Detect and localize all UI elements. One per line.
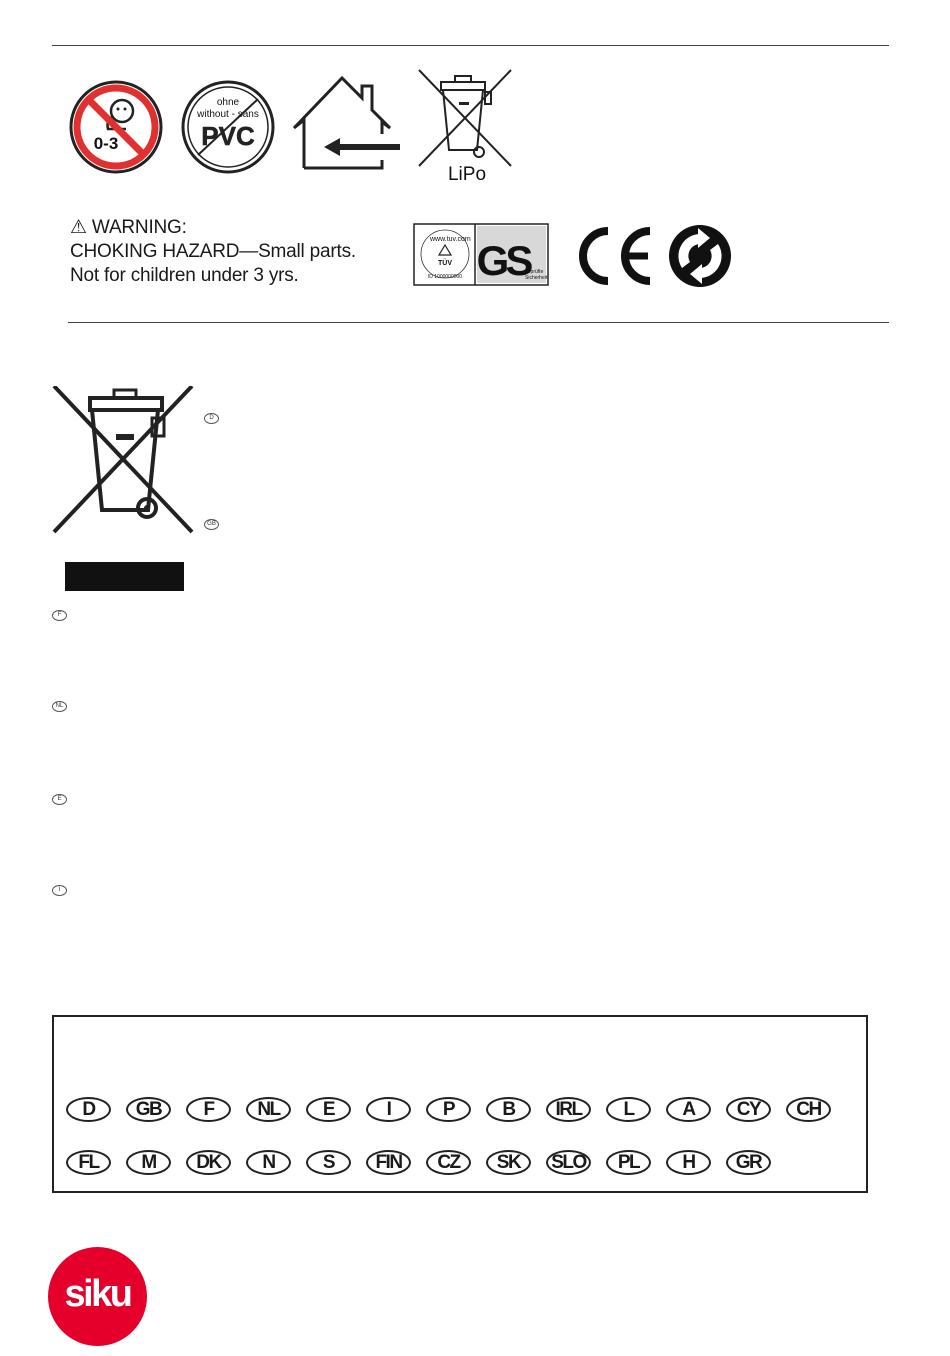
lang-marker-gb: GB — [204, 519, 219, 530]
country-badge: PL — [606, 1150, 651, 1175]
country-badge: M — [126, 1150, 171, 1175]
indoor-use-house-icon — [290, 74, 400, 174]
country-code-box — [52, 1015, 868, 1193]
lang-marker-e: E — [52, 794, 67, 805]
pvc-label: PVC — [201, 121, 255, 151]
lang-marker-f: F — [52, 610, 67, 621]
top-divider — [52, 45, 889, 46]
crossed-bin-lipo-icon — [415, 68, 515, 184]
tuv-id: ID 1000000000 — [427, 274, 463, 280]
ce-mark-icon — [570, 225, 655, 287]
country-badge: DK — [186, 1150, 231, 1175]
country-row-1 — [66, 1097, 831, 1122]
country-badge: GR — [726, 1150, 771, 1175]
country-badge: D — [66, 1097, 111, 1122]
lang-marker-i: I — [52, 885, 67, 896]
gs-sub1: geprüfte — [525, 269, 544, 275]
country-badge: I — [366, 1097, 411, 1122]
green-dot-recycling-icon — [668, 224, 732, 288]
country-badge: N — [246, 1150, 291, 1175]
country-badge: B — [486, 1097, 531, 1122]
country-badge: L — [606, 1097, 651, 1122]
country-badge: CZ — [426, 1150, 471, 1175]
gs-sub2: Sicherheit — [525, 275, 548, 281]
country-badge: CH — [786, 1097, 831, 1122]
country-row-2 — [66, 1150, 771, 1175]
crossed-wheelie-bin-icon — [52, 386, 194, 534]
pvc-without-sans: without - sans — [197, 109, 259, 120]
country-badge: S — [306, 1150, 351, 1175]
section-divider — [68, 322, 889, 323]
country-badge: IRL — [546, 1097, 591, 1122]
country-badge: FIN — [366, 1150, 411, 1175]
country-badge: GB — [126, 1097, 171, 1122]
country-badge: NL — [246, 1097, 291, 1122]
age-label: 0-3 — [93, 134, 119, 153]
warning-line-choking: CHOKING HAZARD—Small parts. — [70, 241, 356, 262]
tuv-gs-mark-icon — [413, 223, 549, 286]
tuv-ring-text: www.tuv.com — [430, 236, 471, 243]
siku-logo — [48, 1247, 147, 1346]
warning-heading: ⚠ WARNING: — [70, 217, 187, 238]
country-badge: SLO — [546, 1150, 591, 1175]
country-badge: A — [666, 1097, 711, 1122]
lang-marker-nl: NL — [52, 701, 67, 712]
warning-line-age: Not for children under 3 yrs. — [70, 265, 299, 286]
country-badge: H — [666, 1150, 711, 1175]
country-badge: E — [306, 1097, 351, 1122]
country-badge: F — [186, 1097, 231, 1122]
choking-hazard-warning — [70, 216, 356, 288]
lang-marker-d: D — [204, 413, 219, 424]
no-children-under-3-icon — [68, 79, 164, 175]
country-badge: P — [426, 1097, 471, 1122]
country-badge: FL — [66, 1150, 111, 1175]
siku-logo-text: siku — [64, 1273, 131, 1315]
tuv-mark: TÜV — [438, 260, 452, 267]
lipo-label: LiPo — [447, 164, 487, 184]
pvc-free-icon — [180, 79, 276, 175]
country-badge: CY — [726, 1097, 771, 1122]
pvc-ohne: ohne — [216, 97, 240, 108]
gs-mark: GS — [476, 237, 530, 284]
country-badge: SK — [486, 1150, 531, 1175]
black-bar — [65, 562, 184, 591]
